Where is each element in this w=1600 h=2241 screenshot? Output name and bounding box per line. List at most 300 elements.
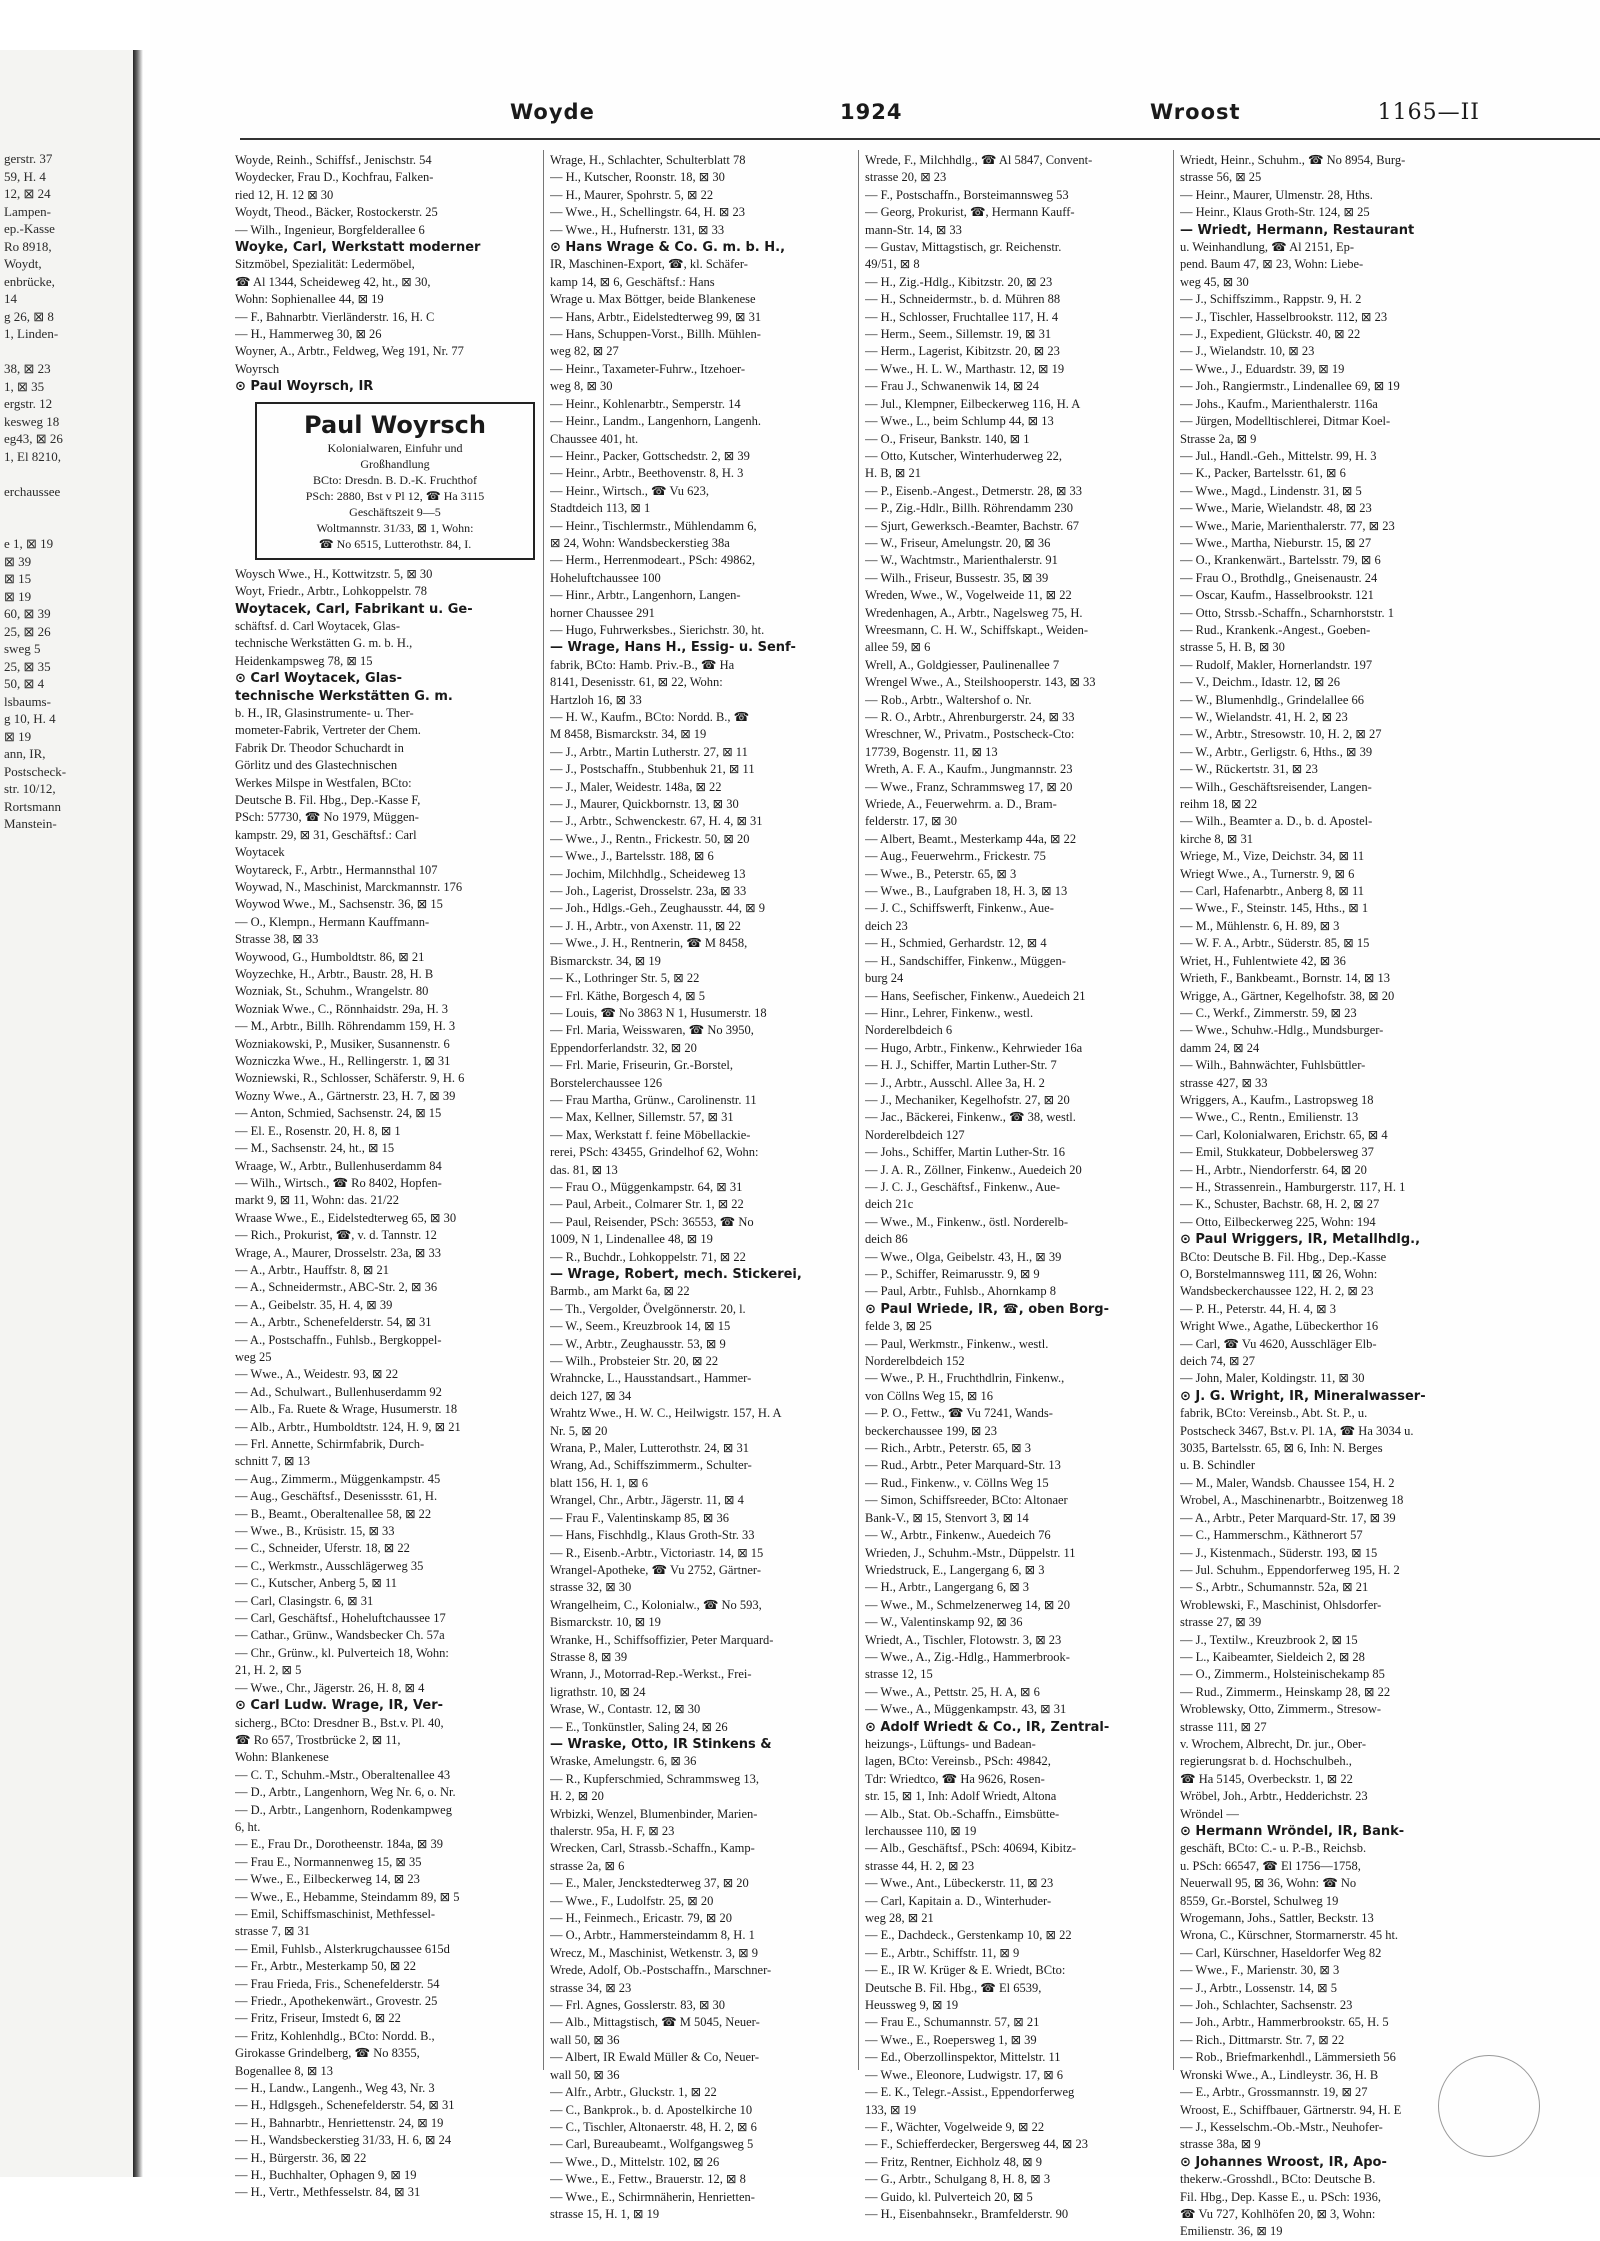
directory-entry: 8559, Gr.-Borstel, Schulweg 19 xyxy=(1180,1893,1339,1908)
directory-entry: — Aug., Feuerwehrm., Frickestr. 75 xyxy=(865,849,1046,864)
directory-entry: burg 24 xyxy=(865,971,904,986)
directory-entry: — Wwe., M., Finkenw., östl. Norderelb- xyxy=(865,1214,1069,1229)
directory-entry: — Wwe., Eleonore, Ludwigstr. 17, ⊠ 6 xyxy=(865,2067,1064,2082)
directory-entry: IR, Maschinen-Export, ☎, kl. Schäfer- xyxy=(550,257,748,272)
directory-entry: mann-Str. 14, ⊠ 33 xyxy=(865,222,962,237)
directory-entry: Wronski Wwe., A., Lindleystr. 36, H. B xyxy=(1180,2067,1379,2082)
directory-entry: Woyke, Carl, Werkstatt moderner xyxy=(235,240,481,256)
directory-entry: — Frau O., Brothdlg., Gneisenaustr. 24 xyxy=(1180,570,1378,585)
directory-entry: Woytacek, Carl, Fabrikant u. Ge- xyxy=(235,601,473,617)
directory-entry: Wredenhagen, A., Arbtr., Nagelsweg 75, H. xyxy=(865,605,1083,620)
directory-entry: Wozniczka Wwe., H., Rellingerstr. 1, ⊠ 31 xyxy=(235,1054,451,1069)
directory-entry: — P., Schiffer, Reimarusstr. 9, ⊠ 9 xyxy=(865,1267,1040,1281)
directory-entry: — Albert, IR Ewald Müller & Co, Neuer- xyxy=(550,2050,760,2065)
directory-entry: — Paul, Werkmstr., Finkenw., westl. xyxy=(865,1336,1049,1351)
directory-entry: — H. W., Kaufm., BCto: Nordd. B., ☎ xyxy=(550,710,750,724)
directory-entry: u. B. Schindler xyxy=(1180,1458,1255,1473)
directory-entry: — Th., Vergolder, Övelgönnerstr. 20, l. xyxy=(550,1301,746,1316)
directory-entry: — Chr., Grünw., kl. Pulverteich 18, Wohn: xyxy=(235,1645,449,1660)
directory-entry: damm 24, ⊠ 24 xyxy=(1180,1040,1260,1055)
directory-entry: — Rob., Briefmarkenhdl., Lämmersieth 56 xyxy=(1180,2050,1396,2065)
directory-entry: — Fr., Arbtr., Mesterkamp 50, ⊠ 22 xyxy=(235,1959,416,1974)
directory-entry: Woyner, A., Arbtr., Feldweg, Weg 191, Nr. 77 xyxy=(235,344,464,359)
directory-entry: — H., Buchhalter, Ophagen 9, ⊠ 19 xyxy=(235,2168,417,2183)
directory-entry: — H., Wandsbeckerstieg 31/33, H. 6, ⊠ 24 xyxy=(235,2133,452,2148)
directory-entry: — Rich., Arbtr., Peterstr. 65, ⊠ 3 xyxy=(865,1441,1032,1456)
directory-entry: — A., Arbtr., Schenefelderstr. 54, ⊠ 31 xyxy=(235,1315,432,1330)
directory-entry: — Paul, Reisender, PSch: 36553, ☎ No xyxy=(550,1214,754,1229)
directory-entry: — Wwe., A., Pettstr. 25, H. A, ⊠ 6 xyxy=(865,1684,1040,1699)
directory-entry: Wrangel, Chr., Arbtr., Jägerstr. 11, ⊠ 4 xyxy=(550,1493,744,1508)
directory-entry: — H., Zig.-Hdlg., Kibitzstr. 20, ⊠ 23 xyxy=(865,274,1053,289)
directory-entry: — Joh., Schlachter, Sachsenstr. 23 xyxy=(1180,1998,1353,2013)
directory-entry: kamp 14, ⊠ 6, Geschäftsf.: Hans xyxy=(550,274,715,289)
directory-entry: — Heinr., Maurer, Ulmenstr. 28, Hths. xyxy=(1180,187,1373,202)
directory-entry: ⊙ Paul Woyrsch, IR xyxy=(235,379,374,395)
directory-entry: — S., Arbtr., Schumannstr. 52a, ⊠ 21 xyxy=(1180,1580,1369,1595)
directory-entry: — Herm., Seem., Sillemstr. 19, ⊠ 31 xyxy=(865,327,1052,342)
directory-entry: — Emil, Stukkateur, Dobbelersweg 37 xyxy=(1180,1145,1374,1160)
directory-entry: ⊙ Carl Woytacek, Glas- xyxy=(235,671,403,687)
directory-entry: — J. C. J., Geschäftsf., Finkenw., Aue- xyxy=(865,1179,1061,1194)
facing-page-line: 60, ⊠ 39 xyxy=(4,606,51,621)
facing-page-line: Postscheck- xyxy=(4,763,67,779)
directory-entry: — Anton, Schmied, Sachsenstr. 24, ⊠ 15 xyxy=(235,1106,442,1121)
directory-entry: deich 74, ⊠ 27 xyxy=(1180,1354,1256,1369)
facing-page-line: 1, ⊠ 35 xyxy=(4,378,45,394)
directory-entry: Woywad, N., Maschinist, Marckmannstr. 176 xyxy=(235,880,463,894)
directory-entry: Postscheck 3467, Bst.v. Pl. 1A, ☎ Ha 3034 u. xyxy=(1180,1423,1414,1438)
directory-entry: — M., Sachsenstr. 24, ht., ⊠ 15 xyxy=(235,1141,395,1156)
directory-entry: strasse 27, ⊠ 39 xyxy=(1180,1615,1262,1630)
directory-entry: — Joh., Arbtr., Hammerbrookstr. 65, H. 5 xyxy=(1180,2015,1389,2030)
directory-entry: — Gustav, Mittagstisch, gr. Reichenstr. xyxy=(865,240,1062,255)
directory-entry: Eppendorferlandstr. 32, ⊠ 20 xyxy=(550,1040,697,1055)
directory-entry: — Wilh., Beamter a. D., b. d. Apostel- xyxy=(1180,814,1373,829)
directory-entry: Wozniewski, R., Schlosser, Schäferstr. 9, H. 6 xyxy=(235,1071,465,1086)
directory-entry: Wrieth, F., Bankbeamt., Bornstr. 14, ⊠ 13 xyxy=(1180,971,1390,986)
facing-page-line xyxy=(4,465,130,483)
header-rule xyxy=(240,138,1600,140)
directory-entry: felderstr. 17, ⊠ 30 xyxy=(865,814,958,829)
directory-entry: felde 3, ⊠ 25 xyxy=(865,1319,932,1334)
directory-entry: — J., Kistenmach., Süderstr. 193, ⊠ 15 xyxy=(1180,1545,1378,1560)
facing-page-line: g 10, H. 4 xyxy=(4,711,56,726)
directory-entry: markt 9, ⊠ 11, Wohn: das. 21/22 xyxy=(235,1193,399,1208)
directory-entry: Wriedt, Heinr., Schuhm., ☎ No 8954, Burg- xyxy=(1180,153,1406,167)
directory-entry: — Joh., Hdlgs.-Geh., Zeughausstr. 44, ⊠ 9 xyxy=(550,901,765,916)
directory-entry: strasse 427, ⊠ 33 xyxy=(1180,1075,1268,1090)
directory-entry: — Frau E., Schumannstr. 57, ⊠ 21 xyxy=(865,2015,1040,2030)
directory-entry: Wraase Wwe., E., Eidelstedterweg 65, ⊠ 30 xyxy=(235,1210,457,1225)
facing-page-line: 14 xyxy=(4,291,17,306)
directory-entry: beckerchaussee 199, ⊠ 23 xyxy=(865,1423,997,1438)
directory-entry: — J., Maler, Weidestr. 148a, ⊠ 22 xyxy=(550,779,722,794)
directory-entry: ⊙ Johannes Wroost, IR, Apo- xyxy=(1180,2154,1387,2170)
directory-entry: 17739, Bogenstr. 11, ⊠ 13 xyxy=(865,744,998,759)
directory-entry: — Max, Werkstatt f. feine Möbellackie- xyxy=(550,1127,751,1142)
facing-page-line: ann, IR, xyxy=(4,746,46,761)
directory-entry: ⊙ Adolf Wriedt & Co., IR, Zentral- xyxy=(865,1719,1110,1735)
directory-entry: horner Chaussee 291 xyxy=(550,605,655,620)
directory-entry: — Joh., Lagerist, Drosselstr. 23a, ⊠ 33 xyxy=(550,884,747,899)
directory-entry: — Wwe., Franz, Schrammsweg 17, ⊠ 20 xyxy=(865,779,1073,794)
directory-entry: — Rud., Krankenk.-Angest., Goeben- xyxy=(1180,622,1371,637)
directory-entry: — Max, Kellner, Sillemstr. 57, ⊠ 31 xyxy=(550,1110,734,1125)
directory-entry: — Wwe., B., Peterstr. 65, ⊠ 3 xyxy=(865,866,1017,881)
directory-entry: — John, Maler, Koldingstr. 11, ⊠ 30 xyxy=(1180,1371,1365,1386)
directory-entry: — Carl, Kapitain a. D., Winterhuder- xyxy=(865,1893,1052,1908)
directory-entry: ☎ Vu 727, Kohlhöfen 20, ⊠ 3, Wohn: xyxy=(1180,2206,1376,2221)
directory-entry: Wrangel-Apotheke, ☎ Vu 2752, Gärtner- xyxy=(550,1562,761,1577)
directory-entry: — Wwe., L., beim Schlump 44, ⊠ 13 xyxy=(865,414,1054,429)
directory-entry: — Alb., Fa. Ruete & Wrage, Husumerstr. 18 xyxy=(235,1402,458,1417)
directory-entry: — Aug., Geschäftsf., Desenissstr. 61, H. xyxy=(235,1489,438,1504)
ad-line: Kolonialwaren, Einfuhr und xyxy=(327,440,463,455)
directory-entry: — J. H., Arbtr., von Axenstr. 11, ⊠ 22 xyxy=(550,918,741,933)
directory-entry: blatt 156, H. 1, ⊠ 6 xyxy=(550,1475,648,1490)
directory-entry: — C., Werkf., Zimmerstr. 59, ⊠ 23 xyxy=(1180,1005,1357,1020)
directory-entry: — Wrage, Hans H., Essig- u. Senf- xyxy=(550,640,796,656)
directory-entry: schäftsf. d. Carl Woytacek, Glas- xyxy=(235,618,401,633)
directory-entry: Deutsche B. Fil. Hbg., ☎ El 6539, xyxy=(865,1980,1042,1995)
directory-entry: — J., Mechaniker, Kegelhofstr. 27, ⊠ 20 xyxy=(865,1092,1070,1107)
directory-entry: — Rich., Prokurist, ☎, v. d. Tannstr. 12 xyxy=(235,1228,437,1243)
directory-entry: Wrage u. Max Böttger, beide Blankenese xyxy=(550,292,756,307)
directory-entry: Wrobel, A., Maschinenarbtr., Boitzenweg 18 xyxy=(1180,1493,1404,1508)
directory-entry: — Wwe., F., Steinstr. 145, Hths., ⊠ 1 xyxy=(1180,901,1369,916)
facing-page-line: Manstein- xyxy=(4,816,57,831)
directory-entry: Wrede, Adolf, Ob.-Postschaffn., Marschner- xyxy=(550,1963,772,1978)
page-header xyxy=(150,100,1480,130)
directory-entry: — H., Schmied, Gerhardstr. 12, ⊠ 4 xyxy=(865,936,1047,951)
directory-entry: — Otto, Kutscher, Winterhuderweg 22, xyxy=(865,448,1062,463)
column-2 xyxy=(550,152,860,2223)
directory-entry: Wozniakowski, P., Musiker, Susannenstr. 6 xyxy=(235,1036,450,1051)
directory-entry: Wriedt, A., Tischler, Flotowstr. 3, ⊠ 23 xyxy=(865,1632,1062,1647)
directory-entry: — K., Schuster, Bachstr. 68, H. 2, ⊠ 27 xyxy=(1180,1197,1380,1212)
directory-entry: — Johs., Kaufm., Marienthalerstr. 116a xyxy=(1180,396,1378,411)
directory-entry: — H. J., Schiffer, Martin Luther-Str. 7 xyxy=(865,1058,1057,1073)
facing-page-line: Woydt, xyxy=(4,256,42,271)
directory-entry: Barmb., am Markt 6a, ⊠ 22 xyxy=(550,1284,690,1299)
ad-line: PSch: 2880, Bst v Pl 12, ☎ Ha 3115 xyxy=(305,488,485,503)
directory-entry: Wrell, A., Goldgiesser, Paulinenallee 7 xyxy=(865,657,1060,672)
directory-entry: 1009, N 1, Lindenallee 48, ⊠ 19 xyxy=(550,1232,713,1247)
ad-line: Woltmannstr. 31/33, ⊠ 1, Wohn: xyxy=(316,520,474,535)
directory-entry: — R., Kupferschmied, Schrammsweg 13, xyxy=(550,1771,759,1786)
directory-entry: — Ad., Schulwart., Bullenhuserdamm 92 xyxy=(235,1384,442,1399)
directory-entry: — Wilh., Wirtsch., ☎ Ro 8402, Hopfen- xyxy=(235,1175,442,1190)
library-stamp xyxy=(1438,2055,1540,2157)
directory-entry: deich 86 xyxy=(865,1232,908,1247)
facing-page-line: 25, ⊠ 26 xyxy=(4,623,51,639)
directory-entry: — C. T., Schuhm.-Mstr., Oberaltenallee 43 xyxy=(235,1767,451,1782)
directory-entry: Görlitz und des Glastechnischen xyxy=(235,758,398,773)
directory-entry: Wohn: Blankenese xyxy=(235,1750,329,1765)
directory-entry: wall 50, ⊠ 36 xyxy=(550,2067,620,2082)
directory-entry: — Carl, Clasingstr. 6, ⊠ 31 xyxy=(235,1593,374,1608)
directory-entry: Wriet, H., Fuhlentwiete 42, ⊠ 36 xyxy=(1180,953,1346,968)
directory-entry: — O., Krankenwärt., Bartelsstr. 79, ⊠ 6 xyxy=(1180,553,1381,568)
directory-entry: — A., Arbtr., Hauffstr. 8, ⊠ 21 xyxy=(235,1262,389,1277)
directory-entry: — Emil, Schiffsmaschinist, Methfessel- xyxy=(235,1906,436,1921)
directory-entry: — Frl. Käthe, Borgesch 4, ⊠ 5 xyxy=(550,988,706,1003)
column-1 xyxy=(235,152,545,2202)
directory-entry: — Rud., Zimmerm., Heinskamp 28, ⊠ 22 xyxy=(1180,1684,1391,1699)
directory-entry: — Wwe., Olga, Geibelstr. 43, H., ⊠ 39 xyxy=(865,1249,1062,1264)
directory-entry: — Aug., Zimmerm., Müggenkampstr. 45 xyxy=(235,1471,441,1486)
directory-entry: — Paul, Arbeit., Colmarer Str. 1, ⊠ 22 xyxy=(550,1197,744,1212)
directory-entry: Wozny Wwe., A., Gärtnerstr. 23, H. 7, ⊠ 39 xyxy=(235,1088,456,1103)
directory-entry: — H., Kutscher, Roonstr. 18, ⊠ 30 xyxy=(550,170,725,185)
directory-entry: Norderelbdeich 152 xyxy=(865,1354,965,1369)
directory-entry: — Wilh., Bahnwächter, Fuhlsbüttler- xyxy=(1180,1058,1366,1073)
header-last-entry: Wroost xyxy=(1150,100,1241,124)
facing-page-line: e 1, ⊠ 19 xyxy=(4,536,54,551)
directory-entry: Wriegt Wwe., A., Turnerstr. 9, ⊠ 6 xyxy=(1180,866,1355,881)
facing-page-line: 38, ⊠ 23 xyxy=(4,361,51,376)
directory-entry: — Heinr., Packer, Gottschedstr. 2, ⊠ 39 xyxy=(550,448,750,463)
directory-entry: — H., Feinmech., Ericastr. 79, ⊠ 20 xyxy=(550,1911,732,1926)
book-spine-shadow xyxy=(133,50,143,2177)
directory-entry: strasse 5, H. B, ⊠ 30 xyxy=(1180,640,1285,655)
directory-entry: — Wwe., M., Schmelzenerweg 14, ⊠ 20 xyxy=(865,1597,1070,1612)
directory-entry: — P., Eisenb.-Angest., Detmerstr. 28, ⊠ 33 xyxy=(865,483,1083,498)
directory-entry: sicherg., BCto: Dresdner B., Bst.v. Pl. 40, xyxy=(235,1715,444,1730)
directory-entry: Sitzmöbel, Spezialität: Ledermöbel, xyxy=(235,257,415,272)
directory-entry: — C., Kutscher, Anberg 5, ⊠ 11 xyxy=(235,1576,398,1591)
directory-entry: Wrana, P., Maler, Lutterothstr. 24, ⊠ 31 xyxy=(550,1441,750,1456)
directory-entry: — Fritz, Kohlenhdlg., BCto: Nordd. B., xyxy=(235,2028,435,2043)
directory-entry: strasse 34, ⊠ 23 xyxy=(550,1980,632,1995)
directory-entry: Hoheluftchaussee 100 xyxy=(550,570,661,585)
directory-entry: — Wwe., E., Roepersweg 1, ⊠ 39 xyxy=(865,2032,1037,2047)
directory-entry: Wrbizki, Wenzel, Blumenbinder, Marien- xyxy=(550,1806,758,1821)
directory-entry: — Carl, Bureaubeamt., Wolfgangsweg 5 xyxy=(550,2137,754,2152)
directory-entry: Strasse 38, ⊠ 33 xyxy=(235,932,319,947)
directory-entry: — Albert, Beamt., Mesterkamp 44a, ⊠ 22 xyxy=(865,831,1077,846)
directory-entry: geschäft, BCto: C.- u. P.-B., Reichsb. xyxy=(1180,1841,1367,1856)
directory-entry: — K., Lothringer Str. 5, ⊠ 22 xyxy=(550,971,700,986)
directory-entry: — E., Arbtr., Grossmannstr. 19, ⊠ 27 xyxy=(1180,2085,1368,2100)
directory-entry: — P. H., Peterstr. 44, H. 4, ⊠ 3 xyxy=(1180,1301,1336,1316)
directory-entry: — Wwe., J., Rentn., Frickestr. 50, ⊠ 20 xyxy=(550,831,750,846)
directory-entry: weg 8, ⊠ 30 xyxy=(550,379,613,394)
ad-line: Großhandlung xyxy=(360,456,430,471)
directory-entry: lagen, BCto: Vereinsb., PSch: 49842, xyxy=(865,1754,1051,1769)
directory-entry: — Heinr., Klaus Groth-Str. 124, ⊠ 25 xyxy=(1180,205,1370,220)
directory-entry: — H., Hdlgsgeh., Schenefelderstr. 54, ⊠ 31 xyxy=(235,2098,455,2113)
directory-entry: Woytareck, F., Arbtr., Hermannsthal 107 xyxy=(235,862,438,877)
directory-entry: — Wilh., Probsteier Str. 20, ⊠ 22 xyxy=(550,1354,719,1369)
directory-entry: — Wilh., Geschäftsreisender, Langen- xyxy=(1180,779,1372,794)
directory-entry: — A., Schneidermstr., ABC-Str. 2, ⊠ 36 xyxy=(235,1280,438,1295)
directory-entry: — Alfr., Arbtr., Gluckstr. 1, ⊠ 22 xyxy=(550,2085,717,2100)
directory-entry: — J., Arbtr., Lossenstr. 14, ⊠ 5 xyxy=(1180,1980,1338,1995)
directory-entry: ⊙ Hans Wrage & Co. G. m. b. H., xyxy=(550,240,786,256)
directory-entry: — Wwe., B., Krüsistr. 15, ⊠ 33 xyxy=(235,1524,395,1539)
directory-entry: — J., Schiffszimm., Rappstr. 9, H. 2 xyxy=(1180,292,1362,307)
directory-entry: Wozniak Wwe., C., Rönnhaidstr. 29a, H. 3 xyxy=(235,1001,448,1016)
directory-entry: Wriedstruck, E., Langergang 6, ⊠ 3 xyxy=(865,1562,1045,1577)
directory-entry: — Frau Martha, Grünw., Carolinenstr. 11 xyxy=(550,1092,757,1107)
directory-entry: strasse 7, ⊠ 31 xyxy=(235,1924,311,1939)
directory-entry: Fil. Hbg., Dep. Kasse E., u. PSch: 1936, xyxy=(1180,2189,1382,2204)
directory-entry: — Jochim, Milchhdlg., Scheideweg 13 xyxy=(550,866,746,881)
facing-page-line: erchaussee xyxy=(4,483,61,499)
directory-entry: Wrieden, J., Schuhm.-Mstr., Düppelstr. 11 xyxy=(865,1545,1076,1560)
directory-entry: — Frau E., Normannenweg 15, ⊠ 35 xyxy=(235,1854,422,1869)
directory-entry: — J., Maurer, Quickbornstr. 13, ⊠ 30 xyxy=(550,797,739,812)
directory-entry: — W., Arbtr., Zeughausstr. 53, ⊠ 9 xyxy=(550,1336,726,1351)
directory-entry: — Hinr., Lehrer, Finkenw., westl. xyxy=(865,1005,1034,1020)
directory-entry: Strasse 2a, ⊠ 9 xyxy=(1180,431,1257,446)
directory-entry: b. H., IR, Glasinstrumente- u. Ther- xyxy=(235,705,414,720)
directory-entry: — H., Eisenbahnsekr., Bramfelderstr. 90 xyxy=(865,2206,1069,2221)
directory-entry: mometer-Fabrik, Vertreter der Chem. xyxy=(235,723,421,738)
directory-entry: — W., Seem., Kreuzbrook 14, ⊠ 15 xyxy=(550,1319,731,1334)
directory-entry: reihm 18, ⊠ 22 xyxy=(1180,797,1258,812)
directory-entry: — Wwe., Martha, Nieburstr. 15, ⊠ 27 xyxy=(1180,535,1372,550)
directory-entry: — Oscar, Kaufm., Hasselbrookstr. 121 xyxy=(1180,588,1374,603)
directory-entry: — Frau F., Valentinskamp 85, ⊠ 36 xyxy=(550,1510,730,1525)
directory-entry: — Jürgen, Modelltischlerei, Ditmar Koel- xyxy=(1180,414,1391,429)
directory-entry: strasse 38a, ⊠ 9 xyxy=(1180,2137,1261,2152)
directory-entry: — Carl, ☎ Vu 4620, Ausschläger Elb- xyxy=(1180,1336,1377,1351)
directory-entry: — J., Arbtr., Martin Lutherstr. 27, ⊠ 11 xyxy=(550,744,748,759)
directory-entry: Wroblewski, F., Maschinist, Ohlsdorfer- xyxy=(1180,1597,1382,1612)
directory-entry: — Heinr., Tischlermstr., Mühlendamm 6, xyxy=(550,518,757,533)
directory-entry: technische Werkstätten G. m. b. H., xyxy=(235,636,413,651)
directory-entry: Wriede, A., Feuerwehrm. a. D., Bram- xyxy=(865,797,1057,812)
directory-entry: — Frl. Marie, Friseurin, Gr.-Borstel, xyxy=(550,1058,733,1073)
directory-entry: — Wilh., Ingenieur, Borgfelderallee 6 xyxy=(235,222,425,237)
directory-entry: — A., Geibelstr. 35, H. 4, ⊠ 39 xyxy=(235,1297,393,1312)
directory-entry: heizungs-, Lüftungs- und Badean- xyxy=(865,1736,1036,1751)
facing-page-line: 50, ⊠ 4 xyxy=(4,676,45,691)
directory-entry: — J., Arbtr., Ausschl. Allee 3a, H. 2 xyxy=(865,1075,1045,1090)
directory-entry: Emilienstr. 36, ⊠ 19 xyxy=(1180,2224,1283,2239)
directory-entry: — Johs., Schiffer, Martin Luther-Str. 16 xyxy=(865,1145,1066,1160)
directory-entry: ☎ Ro 657, Trostbrücke 2, ⊠ 11, xyxy=(235,1732,401,1747)
directory-entry: technische Werkstätten G. m. xyxy=(235,688,453,704)
facing-page-line: sweg 5 xyxy=(4,641,41,656)
directory-entry: Woydt, Theod., Bäcker, Rostockerstr. 25 xyxy=(235,205,438,220)
directory-entry: BCto: Deutsche B. Fil. Hbg., Dep.-Kasse xyxy=(1180,1249,1387,1264)
facing-page-line: enbrücke, xyxy=(4,273,55,289)
directory-entry: Wandsbeckerchaussee 122, H. 2, ⊠ 23 xyxy=(1180,1284,1374,1299)
directory-entry: ried 12, H. 12 ⊠ 30 xyxy=(235,187,334,202)
directory-entry: — Ed., Oberzollinspektor, Mittelstr. 11 xyxy=(865,2050,1061,2065)
directory-entry: — Otto, Strssb.-Schaffn., Scharnhorststr. 1 xyxy=(1180,605,1394,620)
directory-entry: — Wwe., H. L. W., Marthastr. 12, ⊠ 19 xyxy=(865,361,1065,376)
directory-entry: — Frau O., Müggenkampstr. 64, ⊠ 31 xyxy=(550,1179,743,1194)
directory-entry: Wrogemann, Johs., Sattler, Beckstr. 13 xyxy=(1180,1911,1374,1926)
facing-page-line xyxy=(4,518,130,536)
directory-entry: 21, H. 2, ⊠ 5 xyxy=(235,1663,302,1678)
facing-page-line: Ro 8918, xyxy=(4,238,52,254)
directory-entry: — H., Arbtr., Niendorferstr. 64, ⊠ 20 xyxy=(1180,1162,1367,1177)
directory-entry: Bogenallee 8, ⊠ 13 xyxy=(235,2063,333,2078)
directory-entry: — W., Valentinskamp 92, ⊠ 36 xyxy=(865,1615,1023,1630)
directory-entry: 49/51, ⊠ 8 xyxy=(865,257,920,272)
directory-entry: weg 82, ⊠ 27 xyxy=(550,344,619,359)
directory-entry: — Hinr., Arbtr., Langenhorn, Langen- xyxy=(550,588,741,603)
directory-entry: strasse 12, 15 xyxy=(865,1667,933,1682)
directory-entry: — J., Expedient, Glückstr. 40, ⊠ 22 xyxy=(1180,327,1361,342)
directory-entry: — F., Wächter, Vogelweide 9, ⊠ 22 xyxy=(865,2119,1045,2134)
directory-entry: — C., Werkmstr., Ausschlägerweg 35 xyxy=(235,1558,424,1573)
directory-entry: — J. A. R., Zöllner, Finkenw., Auedeich 20 xyxy=(865,1162,1082,1177)
facing-page-line: Lampen- xyxy=(4,203,51,219)
directory-entry: — Wwe., Schuhw.-Hdlg., Mundsburger- xyxy=(1180,1023,1384,1038)
directory-entry: — Carl, Geschäftsf., Hoheluftchaussee 17 xyxy=(235,1611,446,1626)
directory-entry: — J., Tischler, Hasselbrookstr. 112, ⊠ 23 xyxy=(1180,309,1388,324)
directory-entry: — Rud., Arbtr., Peter Marquard-Str. 13 xyxy=(865,1458,1061,1473)
directory-entry: — L., Kaibeamter, Sieldeich 2, ⊠ 28 xyxy=(1180,1649,1365,1664)
directory-entry: H. 2, ⊠ 20 xyxy=(550,1789,604,1804)
directory-entry: Wroost, E., Schiffbauer, Gärtnerstr. 94, H. E xyxy=(1180,2102,1402,2117)
directory-entry: Wrede, F., Milchhdlg., ☎ Al 5847, Convent- xyxy=(865,153,1093,167)
directory-entry: strasse 111, ⊠ 27 xyxy=(1180,1719,1267,1734)
directory-entry: Wrecz, M., Maschinist, Wetkenstr. 3, ⊠ 9 xyxy=(550,1945,759,1960)
directory-entry: — Joh., Rangiermstr., Lindenallee 69, ⊠ 19 xyxy=(1180,379,1400,394)
directory-entry: Wriege, M., Vize, Deichstr. 34, ⊠ 11 xyxy=(1180,849,1365,864)
directory-entry: — Wwe., H., Schellingstr. 64, H. ⊠ 23 xyxy=(550,205,745,220)
directory-entry: — Otto, Eilbeckerweg 225, Wohn: 194 xyxy=(1180,1214,1376,1229)
directory-entry: — Wwe., A., Zig.-Hdlg., Hammerbrook- xyxy=(865,1649,1070,1664)
directory-entry: — H., Sandschiffer, Finkenw., Müggen- xyxy=(865,953,1066,968)
directory-entry: — Wwe., J., Bartelsstr. 188, ⊠ 6 xyxy=(550,849,714,864)
directory-entry: Norderelbdeich 127 xyxy=(865,1127,965,1142)
directory-entry: ⊙ J. G. Wright, IR, Mineralwasser- xyxy=(1180,1388,1426,1404)
directory-entry: — Carl, Hafenarbtr., Anberg 8, ⊠ 11 xyxy=(1180,884,1365,899)
directory-entry: Wrase, W., Contastr. 12, ⊠ 30 xyxy=(550,1702,701,1717)
directory-entry: — M., Maler, Wandsb. Chaussee 154, H. 2 xyxy=(1180,1475,1395,1490)
facing-page-line: g 26, ⊠ 8 xyxy=(4,308,54,324)
directory-entry: — Hans, Schuppen-Vorst., Billh. Mühlen- xyxy=(550,327,761,342)
directory-entry: Wraage, W., Arbtr., Bullenhuserdamm 84 xyxy=(235,1158,442,1173)
directory-entry: — W., Arbtr., Stresowstr. 10, H. 2, ⊠ 27 xyxy=(1180,727,1382,742)
facing-page-line: kesweg 18 xyxy=(4,413,60,429)
directory-entry: — F., Bahnarbtr. Vierländerstr. 16, H. C xyxy=(235,309,435,324)
ad-line: ☎ No 6515, Lutterothstr. 84, I. xyxy=(318,536,472,551)
directory-entry: Wreden, Wwe., W., Vogelweide 11, ⊠ 22 xyxy=(865,588,1072,603)
facing-page-line: 25, ⊠ 35 xyxy=(4,658,51,674)
directory-entry: Wrann, J., Motorrad-Rep.-Werkst., Frei- xyxy=(550,1667,752,1682)
directory-entry: wall 50, ⊠ 36 xyxy=(550,2032,620,2047)
directory-entry: — Jac., Bäckerei, Finkenw., ☎ 38, westl. xyxy=(865,1110,1076,1125)
directory-entry: — Wraske, Otto, IR Stinkens & xyxy=(550,1736,772,1752)
directory-entry: ⊙ Paul Wriede, IR, ☎, oben Borg- xyxy=(865,1301,1109,1317)
directory-entry: — E., Arbtr., Schiffstr. 11, ⊠ 9 xyxy=(865,1945,1020,1960)
directory-entry: ⊙ Carl Ludw. Wrage, IR, Ver- xyxy=(235,1698,444,1714)
facing-page-line: ⊠ 15 xyxy=(4,571,32,586)
directory-entry: O, Borstelmannsweg 111, ⊠ 26, Wohn: xyxy=(1180,1267,1378,1281)
directory-entry: Wrengel Wwe., A., Steilshooperstr. 143, ⊠ 33 xyxy=(865,675,1096,690)
directory-entry: — E., Tonkünstler, Saling 24, ⊠ 26 xyxy=(550,1719,728,1734)
directory-entry: 133, ⊠ 19 xyxy=(865,2102,917,2117)
directory-entry: — C., Hammerschm., Käthnerort 57 xyxy=(1180,1528,1363,1543)
directory-entry: — Friedr., Apothekenwärt., Grovestr. 25 xyxy=(235,1994,438,2008)
directory-entry: — Wriedt, Hermann, Restaurant xyxy=(1180,222,1415,238)
directory-entry: — H., Bahnarbtr., Henriettenstr. 24, ⊠ 19 xyxy=(235,2115,444,2130)
directory-entry: — O., Zimmerm., Holsteinischekamp 85 xyxy=(1180,1667,1385,1682)
directory-entry: — Jul., Klempner, Eilbeckerweg 116, H. A xyxy=(865,396,1081,411)
directory-entry: thekerw.-Grosshdl., BCto: Deutsche B. xyxy=(1180,2172,1376,2187)
directory-entry: Heidenkampsweg 78, ⊠ 15 xyxy=(235,653,373,668)
